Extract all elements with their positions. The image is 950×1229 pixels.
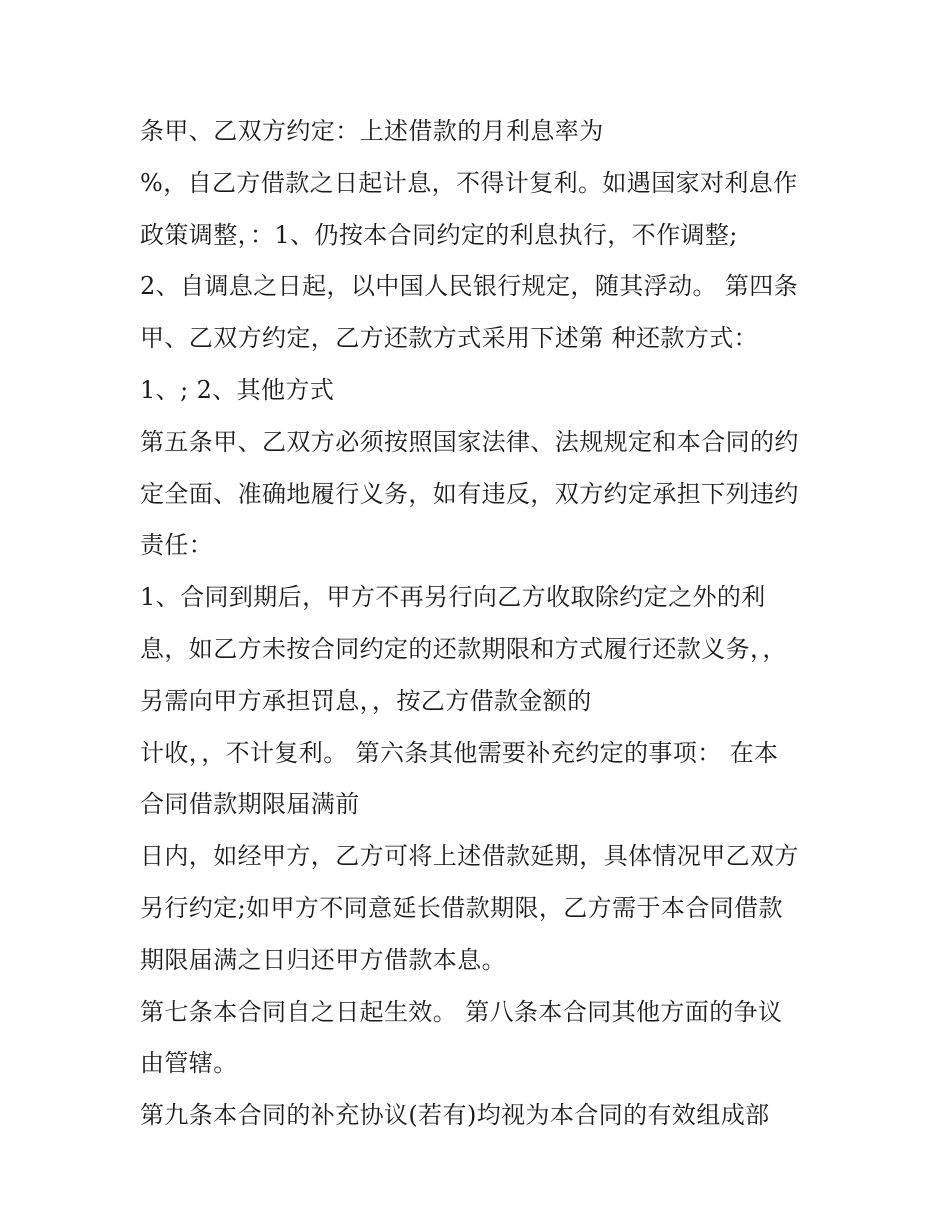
text-line: 合同借款期限届满前 <box>140 790 360 819</box>
contract-text <box>140 106 840 1142</box>
text-line: 第九条本合同的补充协议(若有)均视为本合同的有效组成部 <box>140 1101 770 1130</box>
text-line: 日内，如经甲方，乙方可将上述借款延期，具体情况甲乙双方 <box>140 842 799 871</box>
text-line: 计收，，不计复利。 第六条其他需要补充约定的事项： 在本 <box>140 738 779 767</box>
text-line: %，自乙方借款之日起计息，不得计复利。如遇国家对利息作 <box>140 168 798 197</box>
text-line: 息，如乙方未按合同约定的还款期限和方式履行还款义务，， <box>140 634 787 663</box>
text-line: 政策调整，：1、仍按本合同约定的利息执行，不作调整; <box>140 220 738 249</box>
text-line: 责任： <box>140 531 214 560</box>
text-line: 1、; 2、其他方式 <box>140 375 335 404</box>
text-line: 期限届满之日归还甲方借款本息。 <box>140 945 506 974</box>
text-line: 1、合同到期后，甲方不再另行向乙方收取除约定之外的利 <box>140 583 766 612</box>
text-line: 2、自调息之日起，以中国人民银行规定，随其浮动。 第四条 <box>140 272 799 301</box>
text-line: 条甲、乙双方约定：上述借款的月利息率为 <box>140 117 604 145</box>
text-line: 另需向甲方承担罚息，，按乙方借款金额的 <box>140 686 592 715</box>
text-line: 第七条本合同自之日起生效。 第八条本合同其他方面的争议 <box>140 997 783 1026</box>
text-line: 定全面、准确地履行义务，如有违反，双方约定承担下列违约 <box>140 479 799 508</box>
text-line: 甲、乙双方约定，乙方还款方式采用下述第 种还款方式： <box>140 324 759 353</box>
text-line: 另行约定;如甲方不同意延长借款期限，乙方需于本合同借款 <box>140 893 783 922</box>
text-line: 第五条甲、乙双方必须按照国家法律、法规规定和本合同的约 <box>140 427 799 456</box>
text-line: 由管辖。 <box>140 1049 238 1078</box>
